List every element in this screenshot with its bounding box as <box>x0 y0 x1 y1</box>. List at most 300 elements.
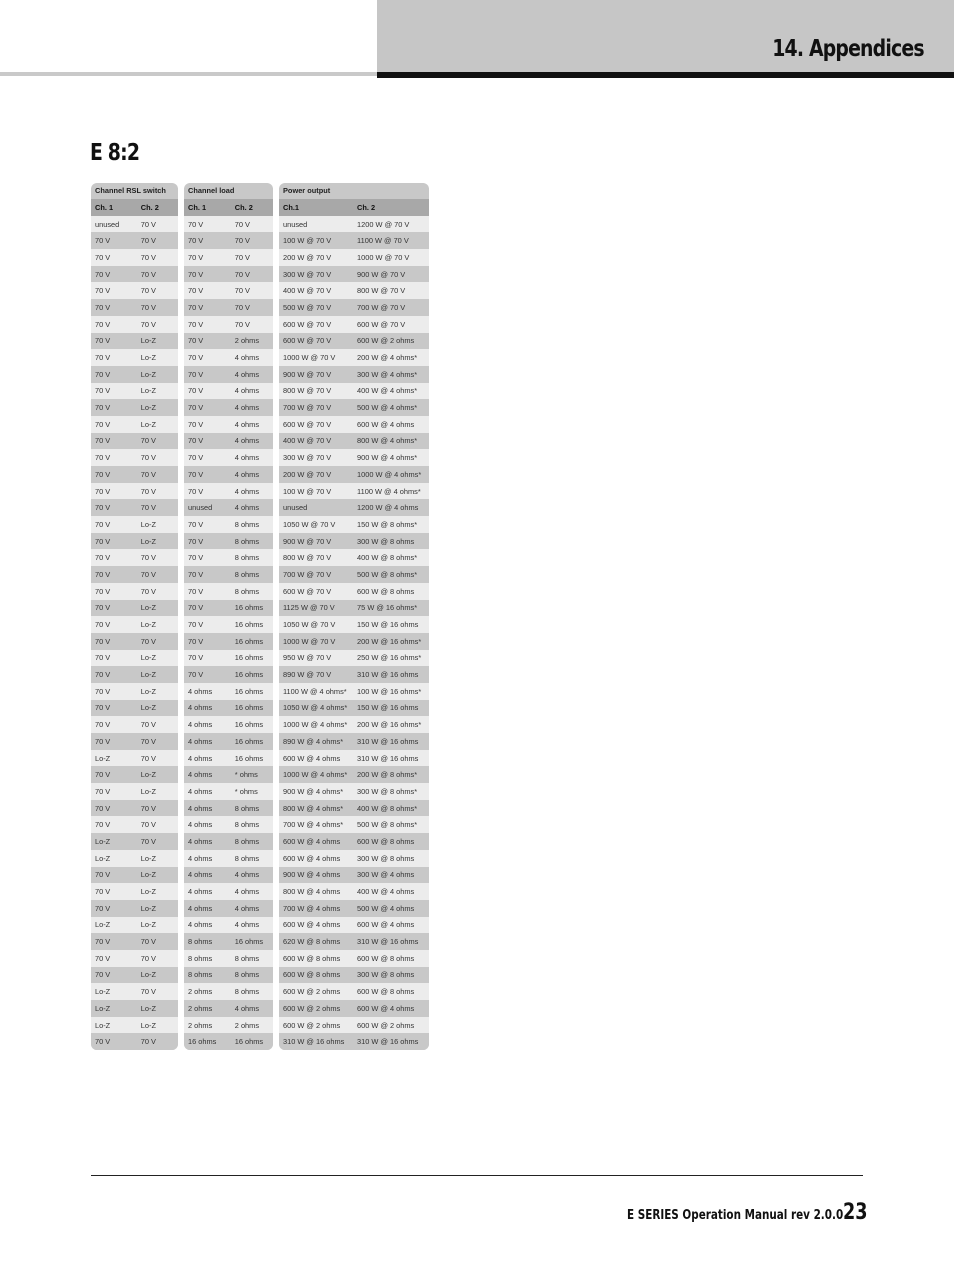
table-row <box>279 666 429 683</box>
table-row <box>91 950 178 967</box>
table-cell: 16 ohms <box>234 703 264 713</box>
table-row <box>91 333 178 350</box>
table-cell: 1000 W @ 70 V <box>357 252 410 262</box>
table-row <box>91 833 178 850</box>
table-cell: 70 V <box>140 569 156 579</box>
table-row <box>184 216 273 233</box>
table-cell: Lo-Z <box>140 670 156 680</box>
table-row <box>91 383 178 400</box>
table-cell: 100 W @ 70 V <box>283 486 332 496</box>
col-header: Ch.1 <box>283 202 300 212</box>
table-row <box>279 316 429 333</box>
table-cell: 70 V <box>95 786 111 796</box>
table-row <box>184 883 273 900</box>
table-row <box>279 616 429 633</box>
table-cell: 400 W @ 4 ohms* <box>357 386 418 396</box>
table-row <box>91 266 178 283</box>
table-cell: 8 ohms <box>234 820 260 830</box>
table-cell: 300 W @ 70 V <box>283 453 332 463</box>
table-cell: 70 V <box>140 803 156 813</box>
table-row <box>184 666 273 683</box>
table-row <box>91 499 178 516</box>
table-cell: 70 V <box>95 603 111 613</box>
table-cell: 70 V <box>188 636 204 646</box>
table-row <box>184 282 273 299</box>
table-cell: 200 W @ 4 ohms* <box>357 353 418 363</box>
table-cell: 200 W @ 8 ohms* <box>357 770 418 780</box>
table-cell: 70 V <box>188 319 204 329</box>
table-cell: 70 V <box>234 236 250 246</box>
table-cell: 310 W @ 16 ohms <box>357 753 419 763</box>
table-row <box>91 917 178 934</box>
table-cell: unused <box>188 503 213 513</box>
table-row <box>279 566 429 583</box>
table-cell: 70 V <box>188 386 204 396</box>
table-cell: 2 ohms <box>188 1020 213 1030</box>
table-row <box>184 800 273 817</box>
table-cell: 70 V <box>95 486 111 496</box>
table-cell: 1200 W @ 70 V <box>357 219 410 229</box>
col-header: Ch. 1 <box>95 202 114 212</box>
table-cell: 600 W @ 70 V <box>283 419 332 429</box>
table-cell: 4 ohms <box>188 903 213 913</box>
table-cell: 70 V <box>188 653 204 663</box>
table-row <box>184 917 273 934</box>
table-cell: 70 V <box>95 670 111 680</box>
table-cell: 70 V <box>188 286 204 296</box>
table-cell: 70 V <box>140 469 156 479</box>
table-row <box>91 366 178 383</box>
table-cell: 800 W @ 70 V <box>283 553 332 563</box>
table-row <box>279 583 429 600</box>
table-row <box>184 650 273 667</box>
table-cell: 70 V <box>140 219 156 229</box>
table-cell: 600 W @ 70 V <box>357 319 406 329</box>
table-row <box>279 416 429 433</box>
table-cell: 1000 W @ 4 ohms* <box>283 720 348 730</box>
table-row <box>279 1033 429 1050</box>
table-cell: 70 V <box>140 720 156 730</box>
table-row <box>91 883 178 900</box>
table-cell: 200 W @ 70 V <box>283 469 332 479</box>
table-row <box>279 466 429 483</box>
table-cell: 4 ohms <box>188 753 213 763</box>
table-cell: 900 W @ 70 V <box>357 269 406 279</box>
table-cell: 70 V <box>95 586 111 596</box>
table-cell: 700 W @ 70 V <box>283 403 332 413</box>
table-row <box>279 883 429 900</box>
table-cell: Lo-Z <box>140 369 156 379</box>
table-row <box>91 249 178 266</box>
table-row <box>279 833 429 850</box>
table-cell: 70 V <box>140 302 156 312</box>
table-row <box>184 633 273 650</box>
table-row <box>91 466 178 483</box>
table-cell: 70 V <box>234 286 250 296</box>
table-cell: 900 W @ 4 ohms* <box>283 786 344 796</box>
table-cell: Lo-Z <box>140 686 156 696</box>
col-header: Ch. 1 <box>188 202 207 212</box>
table-cell: * ohms <box>234 786 258 796</box>
table-cell: 200 W @ 16 ohms* <box>357 720 422 730</box>
table-row <box>279 299 429 316</box>
table-cell: 70 V <box>95 503 111 513</box>
table-cell: 500 W @ 4 ohms <box>357 903 415 913</box>
table-cell: 70 V <box>188 236 204 246</box>
table-row <box>279 533 429 550</box>
table-cell: 500 W @ 4 ohms* <box>357 403 418 413</box>
table-cell: 1100 W @ 4 ohms* <box>357 486 421 496</box>
table-cell: 8 ohms <box>234 853 260 863</box>
table-row <box>184 1033 273 1050</box>
table-cell: 500 W @ 8 ohms* <box>357 569 418 579</box>
table-cell: 600 W @ 8 ohms <box>357 953 415 963</box>
table-cell: Lo-Z <box>95 753 111 763</box>
table-row <box>184 349 273 366</box>
rsl-switch-panel <box>91 183 178 1050</box>
table-cell: unused <box>283 219 308 229</box>
table-row <box>184 600 273 617</box>
table-cell: 16 ohms <box>234 603 264 613</box>
table-cell: Lo-Z <box>140 336 156 346</box>
table-cell: 620 W @ 8 ohms <box>283 937 341 947</box>
table-cell: 4 ohms <box>234 1003 260 1013</box>
table-row <box>279 650 429 667</box>
table-row <box>184 816 273 833</box>
table-cell: 70 V <box>95 703 111 713</box>
table-cell: 16 ohms <box>234 653 264 663</box>
table-cell: 4 ohms <box>234 386 260 396</box>
table-cell: 500 W @ 70 V <box>283 302 332 312</box>
table-row <box>279 967 429 984</box>
table-cell: 2 ohms <box>234 1020 260 1030</box>
table-row <box>91 850 178 867</box>
manual-title: E SERIES Operation Manual rev 2.0.0 <box>627 1208 844 1223</box>
table-row <box>91 633 178 650</box>
table-row <box>184 900 273 917</box>
table-cell: 70 V <box>95 770 111 780</box>
table-cell: 75 W @ 16 ohms* <box>357 603 418 613</box>
table-row <box>184 399 273 416</box>
table-row <box>184 850 273 867</box>
table-cell: Lo-Z <box>140 920 156 930</box>
table-cell: 4 ohms <box>234 503 260 513</box>
table-cell: 70 V <box>95 269 111 279</box>
table-cell: 250 W @ 16 ohms* <box>357 653 422 663</box>
header-rule-light <box>0 72 377 76</box>
table-cell: Lo-Z <box>140 1003 156 1013</box>
table-row <box>91 583 178 600</box>
table-cell: 70 V <box>188 586 204 596</box>
table-row <box>91 983 178 1000</box>
table-cell: 300 W @ 8 ohms <box>357 536 415 546</box>
table-row <box>184 416 273 433</box>
table-cell: 300 W @ 4 ohms <box>357 870 415 880</box>
table-cell: 600 W @ 2 ohms <box>357 336 415 346</box>
table-cell: 70 V <box>95 1037 111 1047</box>
table-cell: 70 V <box>95 720 111 730</box>
table-row <box>184 266 273 283</box>
table-cell: 70 V <box>95 453 111 463</box>
table-row <box>91 1017 178 1034</box>
table-row <box>91 600 178 617</box>
table-cell: 600 W @ 4 ohms <box>357 920 415 930</box>
table-cell: 700 W @ 4 ohms <box>283 903 341 913</box>
table-row <box>279 266 429 283</box>
table-cell: Lo-Z <box>140 1020 156 1030</box>
table-cell: 8 ohms <box>234 836 260 846</box>
table-row <box>279 633 429 650</box>
table-cell: 600 W @ 4 ohms <box>283 753 341 763</box>
table-row <box>184 249 273 266</box>
table-cell: 70 V <box>95 569 111 579</box>
table-cell: 900 W @ 4 ohms* <box>357 453 418 463</box>
table-cell: 16 ohms <box>234 1037 264 1047</box>
table-cell: 4 ohms <box>188 803 213 813</box>
table-cell: 70 V <box>188 569 204 579</box>
table-cell: 600 W @ 4 ohms <box>357 419 415 429</box>
table-cell: 4 ohms <box>188 820 213 830</box>
table-cell: 70 V <box>140 553 156 563</box>
table-row <box>184 316 273 333</box>
table-cell: 4 ohms <box>188 770 213 780</box>
table-cell: 70 V <box>95 953 111 963</box>
table-cell: 70 V <box>95 887 111 897</box>
table-row <box>91 650 178 667</box>
table-row <box>184 1000 273 1017</box>
table-row <box>279 733 429 750</box>
header-rule <box>377 72 954 78</box>
table-cell: 70 V <box>95 653 111 663</box>
table-cell: 70 V <box>188 403 204 413</box>
table-cell: 8 ohms <box>188 937 213 947</box>
table-row <box>279 399 429 416</box>
table-cell: 2 ohms <box>188 1003 213 1013</box>
table-cell: 70 V <box>95 519 111 529</box>
table-cell: 900 W @ 4 ohms <box>283 870 341 880</box>
table-cell: 890 W @ 70 V <box>283 670 332 680</box>
table-cell: 70 V <box>140 937 156 947</box>
table-cell: 70 V <box>188 553 204 563</box>
table-cell: 890 W @ 4 ohms* <box>283 736 344 746</box>
table-cell: Lo-Z <box>140 887 156 897</box>
table-cell: 70 V <box>95 319 111 329</box>
table-row <box>91 416 178 433</box>
table-cell: 70 V <box>95 419 111 429</box>
table-cell: 70 V <box>140 987 156 997</box>
table-cell: Lo-Z <box>95 987 111 997</box>
table-cell: 600 W @ 8 ohms <box>357 836 415 846</box>
table-cell: 1100 W @ 4 ohms* <box>283 686 347 696</box>
table-row <box>279 683 429 700</box>
table-row <box>91 766 178 783</box>
table-cell: 70 V <box>95 336 111 346</box>
table-row <box>279 216 429 233</box>
table-row <box>91 750 178 767</box>
table-cell: 70 V <box>234 219 250 229</box>
table-cell: 70 V <box>188 519 204 529</box>
table-cell: 70 V <box>188 436 204 446</box>
table-cell: 600 W @ 4 ohms <box>283 853 341 863</box>
table-row <box>184 366 273 383</box>
table-cell: 4 ohms <box>234 353 260 363</box>
table-cell: 16 ohms <box>234 753 264 763</box>
table-row <box>279 383 429 400</box>
table-cell: Lo-Z <box>140 853 156 863</box>
table-cell: 16 ohms <box>234 736 264 746</box>
table-cell: 800 W @ 4 ohms <box>283 887 341 897</box>
table-row <box>184 533 273 550</box>
table-row <box>91 967 178 984</box>
table-row <box>184 833 273 850</box>
table-cell: 100 W @ 70 V <box>283 236 332 246</box>
table-cell: 4 ohms <box>188 853 213 863</box>
table-row <box>279 700 429 717</box>
table-row <box>279 333 429 350</box>
table-cell: Lo-Z <box>140 653 156 663</box>
table-row <box>184 549 273 566</box>
table-cell: Lo-Z <box>140 870 156 880</box>
table-row <box>184 933 273 950</box>
table-row <box>91 666 178 683</box>
footer-rule <box>91 1175 863 1176</box>
table-row <box>184 516 273 533</box>
table-row <box>91 700 178 717</box>
table-cell: 310 W @ 16 ohms <box>357 670 419 680</box>
table-cell: 70 V <box>140 753 156 763</box>
table-cell: 1000 W @ 4 ohms* <box>357 469 422 479</box>
page-number: 23 <box>843 1200 868 1225</box>
table-cell: 600 W @ 8 ohms <box>357 987 415 997</box>
table-cell: 70 V <box>95 386 111 396</box>
table-row <box>184 750 273 767</box>
table-row <box>279 366 429 383</box>
table-cell: 1000 W @ 4 ohms* <box>283 770 348 780</box>
table-cell: 310 W @ 16 ohms <box>357 937 419 947</box>
table-cell: Lo-Z <box>140 603 156 613</box>
table-cell: 8 ohms <box>234 569 260 579</box>
table-row <box>279 917 429 934</box>
table-cell: 4 ohms <box>188 736 213 746</box>
table-cell: 310 W @ 16 ohms <box>357 736 419 746</box>
table-cell: 70 V <box>140 1037 156 1047</box>
table-cell: 600 W @ 2 ohms <box>283 1003 341 1013</box>
table-cell: 70 V <box>140 836 156 846</box>
table-cell: 70 V <box>140 636 156 646</box>
table-row <box>184 333 273 350</box>
table-row <box>184 433 273 450</box>
table-row <box>91 900 178 917</box>
table-cell: 2 ohms <box>234 336 260 346</box>
table-row <box>279 1000 429 1017</box>
table-cell: 70 V <box>95 970 111 980</box>
table-row <box>184 967 273 984</box>
table-cell: 4 ohms <box>234 403 260 413</box>
table-cell: 150 W @ 16 ohms <box>357 620 419 630</box>
table-cell: 4 ohms <box>234 903 260 913</box>
table-cell: 70 V <box>188 536 204 546</box>
header-row <box>279 199 429 216</box>
table-cell: 8 ohms <box>188 953 213 963</box>
table-cell: 200 W @ 16 ohms* <box>357 636 422 646</box>
table-row <box>184 299 273 316</box>
table-row <box>184 499 273 516</box>
table-cell: 70 V <box>140 252 156 262</box>
table-row <box>279 783 429 800</box>
table-row <box>91 216 178 233</box>
table-row <box>91 533 178 550</box>
table-cell: Lo-Z <box>140 970 156 980</box>
table-row <box>184 716 273 733</box>
table-cell: 4 ohms <box>188 836 213 846</box>
table-cell: 1050 W @ 70 V <box>283 620 336 630</box>
table-cell: 150 W @ 8 ohms* <box>357 519 418 529</box>
table-cell: 16 ohms <box>234 620 264 630</box>
table-row <box>279 800 429 817</box>
table-row <box>279 232 429 249</box>
table-row <box>184 867 273 884</box>
table-cell: 1050 W @ 4 ohms* <box>283 703 348 713</box>
table-cell: 16 ohms <box>234 720 264 730</box>
table-cell: 70 V <box>234 269 250 279</box>
table-cell: 300 W @ 4 ohms* <box>357 369 418 379</box>
table-cell: 400 W @ 8 ohms* <box>357 803 418 813</box>
table-cell: 70 V <box>188 620 204 630</box>
table-cell: 600 W @ 2 ohms <box>283 987 341 997</box>
table-cell: 70 V <box>95 286 111 296</box>
table-cell: 800 W @ 4 ohms* <box>357 436 418 446</box>
table-row <box>184 383 273 400</box>
table-cell: 1125 W @ 70 V <box>283 603 335 613</box>
table-cell: 4 ohms <box>234 486 260 496</box>
table-cell: 70 V <box>95 469 111 479</box>
table-row <box>91 299 178 316</box>
table-cell: Lo-Z <box>140 519 156 529</box>
table-cell: 4 ohms <box>188 686 213 696</box>
table-cell: 1200 W @ 4 ohms <box>357 503 419 513</box>
table-cell: 150 W @ 16 ohms <box>357 703 419 713</box>
table-row <box>91 282 178 299</box>
table-cell: 4 ohms <box>234 369 260 379</box>
table-cell: 70 V <box>188 603 204 613</box>
table-cell: 8 ohms <box>234 953 260 963</box>
table-cell: 70 V <box>95 369 111 379</box>
table-row <box>279 867 429 884</box>
table-row <box>91 399 178 416</box>
table-cell: 4 ohms <box>234 453 260 463</box>
table-row <box>279 766 429 783</box>
table-cell: 800 W @ 70 V <box>357 286 406 296</box>
table-row <box>91 349 178 366</box>
table-row <box>91 683 178 700</box>
table-row <box>91 933 178 950</box>
table-cell: 70 V <box>95 302 111 312</box>
table-cell: 70 V <box>188 252 204 262</box>
table-cell: 4 ohms <box>188 720 213 730</box>
table-cell: 70 V <box>95 436 111 446</box>
table-cell: 600 W @ 70 V <box>283 586 332 596</box>
power-output-panel <box>279 183 429 1050</box>
table-cell: 70 V <box>188 469 204 479</box>
table-cell: Lo-Z <box>140 703 156 713</box>
table-row <box>184 733 273 750</box>
table-cell: 70 V <box>95 870 111 880</box>
table-cell: 70 V <box>140 586 156 596</box>
table-row <box>184 566 273 583</box>
table-row <box>279 850 429 867</box>
table-row <box>91 549 178 566</box>
table-cell: 70 V <box>95 620 111 630</box>
